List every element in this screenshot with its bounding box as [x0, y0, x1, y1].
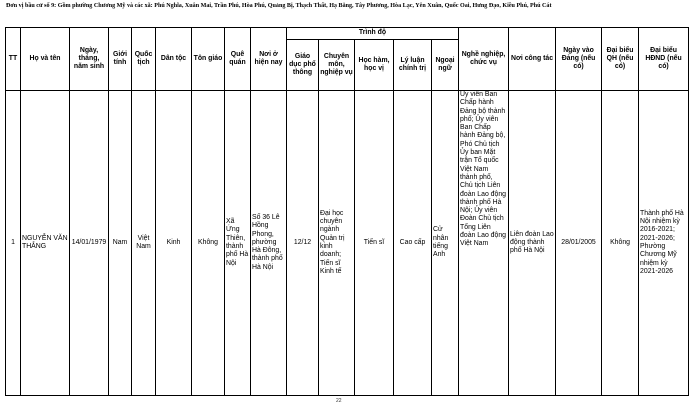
- header-ethnicity: Dân tộc: [156, 28, 192, 91]
- cell-edu-political: Cao cấp: [394, 91, 432, 396]
- header-party-date: Ngày vào Đảng (nếu có): [556, 28, 602, 91]
- header-workplace: Nơi công tác: [509, 28, 556, 91]
- header-residence: Nơi ở hiện nay: [251, 28, 287, 91]
- cell-hometown: Xã Ứng Thiên, thành phố Hà Nội: [225, 91, 251, 396]
- header-tt: TT: [6, 28, 21, 91]
- header-edu-language: Ngoại ngữ: [432, 40, 459, 91]
- header-edu-general: Giáo dục phổ thông: [287, 40, 319, 91]
- header-edu-academic: Học hàm, học vị: [355, 40, 394, 91]
- cell-workplace: Liên đoàn Lao động thành phố Hà Nội: [509, 91, 556, 396]
- header-council-delegate: Đại biểu HĐND (nếu có): [639, 28, 689, 91]
- cell-occupation: Ủy viên Ban Chấp hành Đảng bộ thành phố; Ủy viên Ban Chấp hành Đảng bộ, Phó Chủ tịch Ủy ban Mặt trận Tổ quốc Việt Nam thành phố, Chủ tịch Liên đoàn Lao động thành phố Hà Nội; Ủy viên Đoàn Chủ tịch Tổng Liên đoàn Lao động Việt Nam: [459, 91, 509, 396]
- cell-council-delegate: Thành phố Hà Nội nhiệm kỳ 2016-2021; 2021-2026; Phường Chương Mỹ nhiệm kỳ 2021-2026: [639, 91, 689, 396]
- header-nationality: Quốc tịch: [132, 28, 156, 91]
- cell-religion: Không: [192, 91, 225, 396]
- header-religion: Tôn giáo: [192, 28, 225, 91]
- cell-tt: 1: [6, 91, 21, 396]
- cell-ethnicity: Kinh: [156, 91, 192, 396]
- document-title: Đơn vị bầu cử số 9: Gồm phường Chương Mỹ và các xã: Phú Nghĩa, Xuân Mai, Trần Phú, Hòa Phú, Quảng Bị, Thạch Thất, Hạ Bằng, Tây Phương, Hòa Lạc, Yên Xuân, Quốc Oai, Hưng Đạo, Kiều Phú, Phú Cát: [6, 3, 552, 9]
- header-dob: Ngày, tháng, năm sinh: [70, 28, 109, 91]
- header-occupation: Nghề nghiệp, chức vụ: [459, 28, 509, 91]
- cell-party-date: 28/01/2005: [556, 91, 602, 396]
- cell-na-delegate: Không: [602, 91, 639, 396]
- cell-edu-language: Cử nhân tiếng Anh: [432, 91, 459, 396]
- header-na-delegate: Đại biểu QH (nếu có): [602, 28, 639, 91]
- cell-gender: Nam: [109, 91, 132, 396]
- header-education-group: Trình độ: [287, 28, 459, 40]
- page-number: 22: [336, 398, 342, 404]
- header-edu-professional: Chuyên môn, nghiệp vụ: [319, 40, 355, 91]
- cell-nationality: Việt Nam: [132, 91, 156, 396]
- header-edu-political: Lý luận chính trị: [394, 40, 432, 91]
- header-hometown: Quê quán: [225, 28, 251, 91]
- cell-name: NGUYỄN VĂN THẮNG: [21, 91, 70, 396]
- table-row: [6, 91, 689, 396]
- cell-edu-general: 12/12: [287, 91, 319, 396]
- cell-dob: 14/01/1979: [70, 91, 109, 396]
- header-gender: Giới tính: [109, 28, 132, 91]
- candidate-table: [5, 27, 689, 396]
- cell-edu-professional: Đại học chuyên ngành Quản trị kinh doanh; Tiến sĩ Kinh tế: [319, 91, 355, 396]
- cell-residence: Số 36 Lê Hồng Phong, phường Hà Đông, thành phố Hà Nội: [251, 91, 287, 396]
- cell-edu-academic: Tiến sĩ: [355, 91, 394, 396]
- header-name: Họ và tên: [21, 28, 70, 91]
